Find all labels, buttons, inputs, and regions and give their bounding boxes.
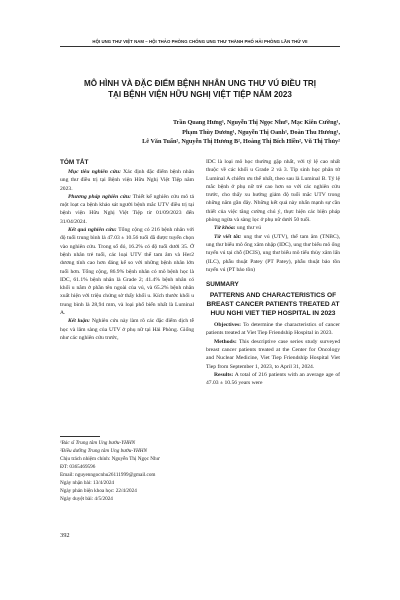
en-objectives-label: Objectives: — [214, 322, 242, 329]
abstract-methods — [60, 193, 194, 226]
footnote-corresponding-author: Chịu trách nhiệm chính: Nguyễn Thị Ngọc Như — [60, 456, 160, 462]
title-line-2: TẠI BỆNH VIỆN HỮU NGHỊ VIỆT TIỆP NĂM 2023 — [108, 90, 292, 100]
footnote-affiliation-1: ¹Bác sĩ Trung tâm Ung bướu-YHHN — [60, 440, 136, 446]
header-rule — [60, 46, 340, 47]
authors-line-3: Lê Văn Tuấn², Nguyễn Thị Hương B², Hoàng Thị Bích Hiền², Vũ Thị Thủy² — [142, 138, 340, 146]
results-label: Kết quả nghiên cứu: — [68, 227, 117, 234]
abstract-conclusion — [60, 317, 194, 342]
results-text: Tổng cộng có 216 bệnh nhân với độ tuổi trung bình là 47.03 ± 10.56 tuổi đã được tuyển chọn vào nghiên cứu. Trong số đó, 16.2% có độ tuổi dưới 35. Ở bệnh nhân trẻ tuổi, các loại UTV thể tam âm và Her2 dương tính cao hơn đáng kể so với những bệnh nhân lớn tuổi hơn. Tổng cộng, 86.9% bệnh nhân có mô bệnh học là IDC, 61.1% bệnh nhân là Grade 2; 41.4% bệnh nhân có khối u nằm ở phần tên ngoài của vú, và 65.2% bệnh nhân xuất hiện với triệu chứng sờ thấy khối u. Kích thước khối u trung bình là 28,94 mm, và loại phổ biến nhất là Luminal A. — [60, 227, 194, 317]
en-methods — [206, 338, 340, 371]
summary-heading-en: SUMMARY — [206, 281, 239, 289]
abbreviations — [206, 233, 340, 274]
authors-line-2: Phạm Thùy Dương¹, Nguyễn Thị Oanh¹, Đoàn Thu Hương¹, — [182, 128, 340, 136]
abbreviations-text: ung thư vú (UTV), thể tam âm (TNBC), ung thư biểu mô ống xâm nhập (IDC), ung thư biểu mô ống tuyến vú tại chỗ (DCIS), ung thư biểu mô tiểu thùy xâm lấn (ILC), phẫu thuật Patey (PT Patey), phẫu thuật bảo tồn tuyến vú (PT bảo tồn) — [206, 233, 340, 273]
objective-label: Mục tiêu nghiên cứu: — [68, 169, 121, 175]
footnote-phone: ĐT: 0365469596 — [60, 464, 96, 470]
author-list — [60, 118, 340, 147]
abbreviations-label: Từ viết tắt: — [214, 233, 242, 240]
authors-line-1: Trần Quang Hưng¹, Nguyễn Thị Ngọc Như¹, Mạc Kiên Cường¹, — [172, 119, 340, 126]
conclusion-label: Kết luận: — [68, 318, 91, 325]
page-number: 392 — [60, 532, 70, 539]
objective-text: Xác định đặc điểm bệnh nhân ung thư điều trị tại Bệnh viện Hữu Nghị Việt Tiệp năm 2023. — [60, 169, 194, 192]
abstract-objective — [60, 168, 194, 193]
footnote-email: Email: nguyenngocnhu26111999@gmail.com — [60, 472, 156, 478]
en-objectives-text: To determine the characteristics of cancer patients treated at Viet Tiep Friendship Hospital in 2023. — [206, 322, 340, 337]
keywords-label: Từ khóa: — [214, 225, 236, 232]
abstract-results — [60, 226, 194, 317]
en-results-text: A total of 216 patients with an average age of 47.03 ± 10.56 years were — [206, 371, 340, 387]
keywords-text: ung thư vú — [235, 225, 262, 232]
en-methods-label: Methods: — [214, 338, 237, 345]
conclusion-text: Nghiên cứu này làm rõ các đặc điểm dịch tễ học và lâm sàng của UTV ở phụ nữ tại Hải Phòng. Giống như các nghiên cứu trước, — [60, 318, 194, 341]
methods-label: Phương pháp nghiên cứu: — [68, 193, 131, 200]
keywords — [206, 224, 340, 232]
conclusion-continued: IDC là loại mô học thường gặp nhất, với tỷ lệ cao nhất thuộc về các khối u Grade 2 và 3. Típ sinh học phân tử Luminal A chiếm ưu thế nhất, theo sau là Luminal B. Tỷ lệ mắc bệnh ở phụ nữ trẻ cao hơn so với các nghiên cứu trước, cho thấy xu hướng giảm độ tuổi mắc UTV trong những năm gần đây. Những kết quả này nhấn mạnh sự cần thiết của việc tăng cường chú ý, thực hiện các biện pháp phòng ngừa và sàng lọc ở phụ nữ dưới 50 tuổi. — [206, 159, 340, 224]
footnote-affiliation-2: ²Điều dưỡng Trung tâm Ung bướu-YHHN — [60, 448, 147, 454]
footnote-rule — [60, 436, 100, 437]
footnotes — [60, 436, 194, 503]
footnote-accepted-date: Ngày duyệt bài: 4/5/2024 — [60, 496, 113, 502]
en-results — [206, 371, 340, 388]
left-column — [60, 158, 194, 342]
footnote-received-date: Ngày nhận bài: 13/4/2024 — [60, 480, 115, 486]
article-title — [60, 78, 340, 101]
right-column — [206, 158, 340, 388]
en-methods-text: This descriptive case series study surveyed breast cancer patients treated at the Center for Oncology and Nuclear Medicine, Viet Tiep Friendship Hospital Viet Tiep from September 1, 2023, to April 31, 2024. — [206, 338, 340, 370]
summary-heading-vi: TÓM TẮT — [60, 159, 89, 166]
methods-text: Thiết kế nghiên cứu mô tả một loạt ca bệnh khảo sát người bệnh mắc UTV điều trị tại bệnh viện Hữu Nghị Việt Tiệp từ 01/09/2023 đến 31/04/2024. — [60, 193, 194, 225]
title-line-1: MÔ HÌNH VÀ ĐẶC ĐIỂM BỆNH NHÂN UNG THƯ VÚ ĐIỀU TRỊ — [84, 79, 316, 88]
en-results-label: Results: — [214, 371, 234, 378]
running-head: HỘI UNG THƯ VIỆT NAM – HỘI THẢO PHÒNG CHỐNG UNG THƯ THÀNH PHỐ HẢI PHÒNG LẦN THỨ VII — [92, 39, 308, 44]
en-objectives — [206, 321, 340, 338]
english-title: PATTERNS AND CHARACTERISTICS OF BREAST CANCER PATIENTS TREATED AT HUU NGHI VIET TIEP HOSPITAL IN 2023 — [206, 292, 340, 318]
footnote-review-date: Ngày phản biện khoa học: 22/4/2024 — [60, 488, 137, 494]
